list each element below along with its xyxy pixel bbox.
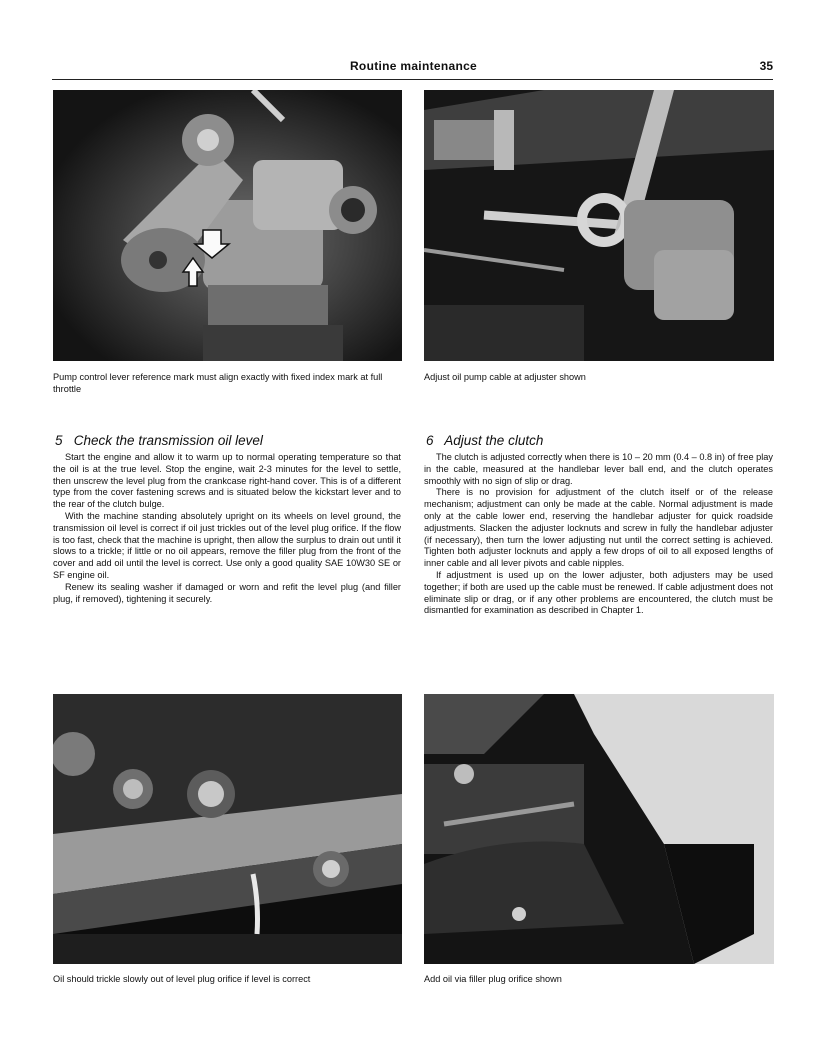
caption-pump-cable: Adjust oil pump cable at adjuster shown: [424, 372, 586, 382]
photo-pump-lever: [53, 90, 402, 361]
running-title: Routine maintenance: [349, 59, 478, 73]
section-6-heading: [426, 433, 543, 448]
section-6-number: 6: [426, 433, 434, 448]
section-5-body: [53, 452, 401, 605]
section-5-paragraph: With the machine standing absolutely upright on its wheels on level ground, the transmission oil level is correct if oil just trickles out of the level plug orifice. If the flow is too fast, check that the machine is upright, then allow the surplus to drain out until it slows to a trickle; if little or no oil appears, remove the filler plug from the front of the cover and add oil until the level is correct. Use only a good quality SAE 10W30 SE or SF engine oil.: [53, 510, 401, 580]
caption-level-plug: Oil should trickle slowly out of level plug orifice if level is correct: [53, 974, 311, 984]
section-6-paragraph: There is no provision for adjustment of the clutch itself or of the release mechanism; adjustment can only be made at the cable. Normal adjustment is made only at the cable lower end, reserving the handlebar adjuster for quick roadside adjustments. Slacken the adjuster locknuts and screw in fully the handlebar adjuster (if necessary), then turn the lower adjusting nut until the correct setting is achieved. Tighten both adjuster locknuts and apply a few drops of oil to all exposed lengths of inner cable and all lever pivots and cable nipples.: [424, 487, 773, 569]
section-5-paragraph: Renew its sealing washer if damaged or worn and refit the level plug (and filler plug, if removed), tightening it securely.: [53, 581, 401, 604]
photo-pump-cable: [424, 90, 774, 361]
header-rule: [52, 79, 773, 80]
section-6-body: [424, 452, 773, 617]
section-6-paragraph: If adjustment is used up on the lower adjuster, both adjusters may be used together; if both are used up the cable must be renewed. If cable adjustment does not eliminate slip or drag, or if any other problems are encountered, the clutch must be dismantled for examination as described in Chapter 1.: [424, 569, 773, 616]
caption-filler-plug: Add oil via filler plug orifice shown: [424, 974, 562, 984]
caption-pump-lever: Pump control lever reference mark must align exactly with fixed index mark at full throttle: [53, 372, 383, 394]
section-5-title: Check the transmission oil level: [73, 433, 263, 448]
section-5-number: 5: [55, 433, 63, 448]
section-6-title: Adjust the clutch: [444, 433, 544, 448]
photo-filler-plug: [424, 694, 774, 964]
section-5-paragraph: Start the engine and allow it to warm up to normal operating temperature so that the oil is at the true level. Stop the engine, wait 2-3 minutes for the level to settle, then unscrew the level plug from the crankcase right-hand cover. This is of a different type from the cover fastening screws and is situated below the kickstart lever and to the rear of the clutch bulge.: [53, 452, 401, 510]
photo-level-plug: [53, 694, 402, 964]
section-5-heading: [55, 433, 263, 448]
section-6-paragraph: The clutch is adjusted correctly when there is 10 – 20 mm (0.4 – 0.8 in) of free play in the cable, measured at the handlebar lever ball end, and the clutch operates smoothly with no sign of slip or drag.: [424, 452, 773, 486]
page-number: 35: [759, 59, 773, 73]
